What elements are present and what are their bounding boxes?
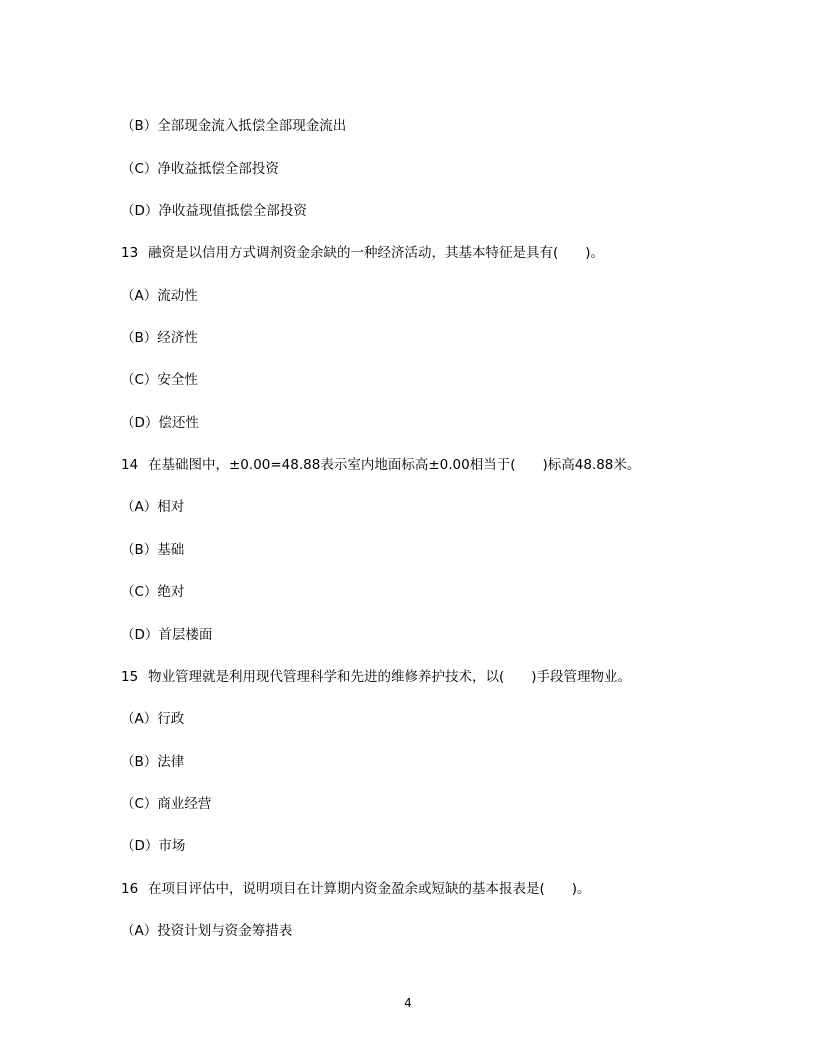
question-line <box>121 455 640 475</box>
question-line <box>121 667 631 687</box>
option-line <box>121 752 184 772</box>
page-number: 4 <box>404 996 412 1010</box>
question-number: 14 <box>121 457 139 473</box>
option-line <box>121 413 199 433</box>
option-line <box>121 794 211 814</box>
option-line <box>121 497 184 517</box>
option-text: （A）流动性 <box>121 288 198 304</box>
option-line <box>121 159 279 179</box>
question-number: 15 <box>121 669 139 685</box>
question-text: 物业管理就是利用现代管理科学和先进的维修养护技术，以( )手段管理物业。 <box>148 669 632 685</box>
question-text: 在基础图中，±0.00=48.88表示室内地面标高±0.00相当于( )标高48.88米。 <box>148 457 641 473</box>
question-text: 融资是以信用方式调剂资金余缺的一种经济活动，其基本特征是具有( )。 <box>148 245 605 261</box>
option-text: （A）投资计划与资金筹措表 <box>121 923 293 939</box>
option-line <box>121 921 292 941</box>
question-line <box>121 879 591 899</box>
option-line <box>121 286 198 306</box>
option-line <box>121 836 185 856</box>
option-text: （B）基础 <box>121 542 185 558</box>
option-text: （D）首层楼面 <box>121 627 213 643</box>
option-text: （C）净收益抵偿全部投资 <box>121 161 279 177</box>
question-line <box>121 243 604 263</box>
option-line <box>121 582 184 602</box>
option-text: （C）安全性 <box>121 372 198 388</box>
option-text: （D）偿还性 <box>121 415 199 431</box>
question-text: 在项目评估中，说明项目在计算期内资金盈余或短缺的基本报表是( )。 <box>148 881 591 897</box>
question-number: 13 <box>121 245 139 261</box>
option-text: （C）绝对 <box>121 584 185 600</box>
option-text: （D）市场 <box>121 838 186 854</box>
option-line <box>121 201 307 221</box>
option-text: （A）行政 <box>121 711 185 727</box>
question-number: 16 <box>121 881 139 897</box>
option-line <box>121 328 198 348</box>
option-text: （D）净收益现值抵偿全部投资 <box>121 203 307 219</box>
option-line <box>121 116 346 136</box>
option-line <box>121 709 184 729</box>
option-text: （C）商业经营 <box>121 796 212 812</box>
option-line <box>121 370 198 390</box>
option-text: （B）法律 <box>121 754 185 770</box>
option-line <box>121 540 184 560</box>
option-text: （B）全部现金流入抵偿全部现金流出 <box>121 118 347 134</box>
option-line <box>121 625 212 645</box>
option-text: （B）经济性 <box>121 330 198 346</box>
option-text: （A）相对 <box>121 499 185 515</box>
